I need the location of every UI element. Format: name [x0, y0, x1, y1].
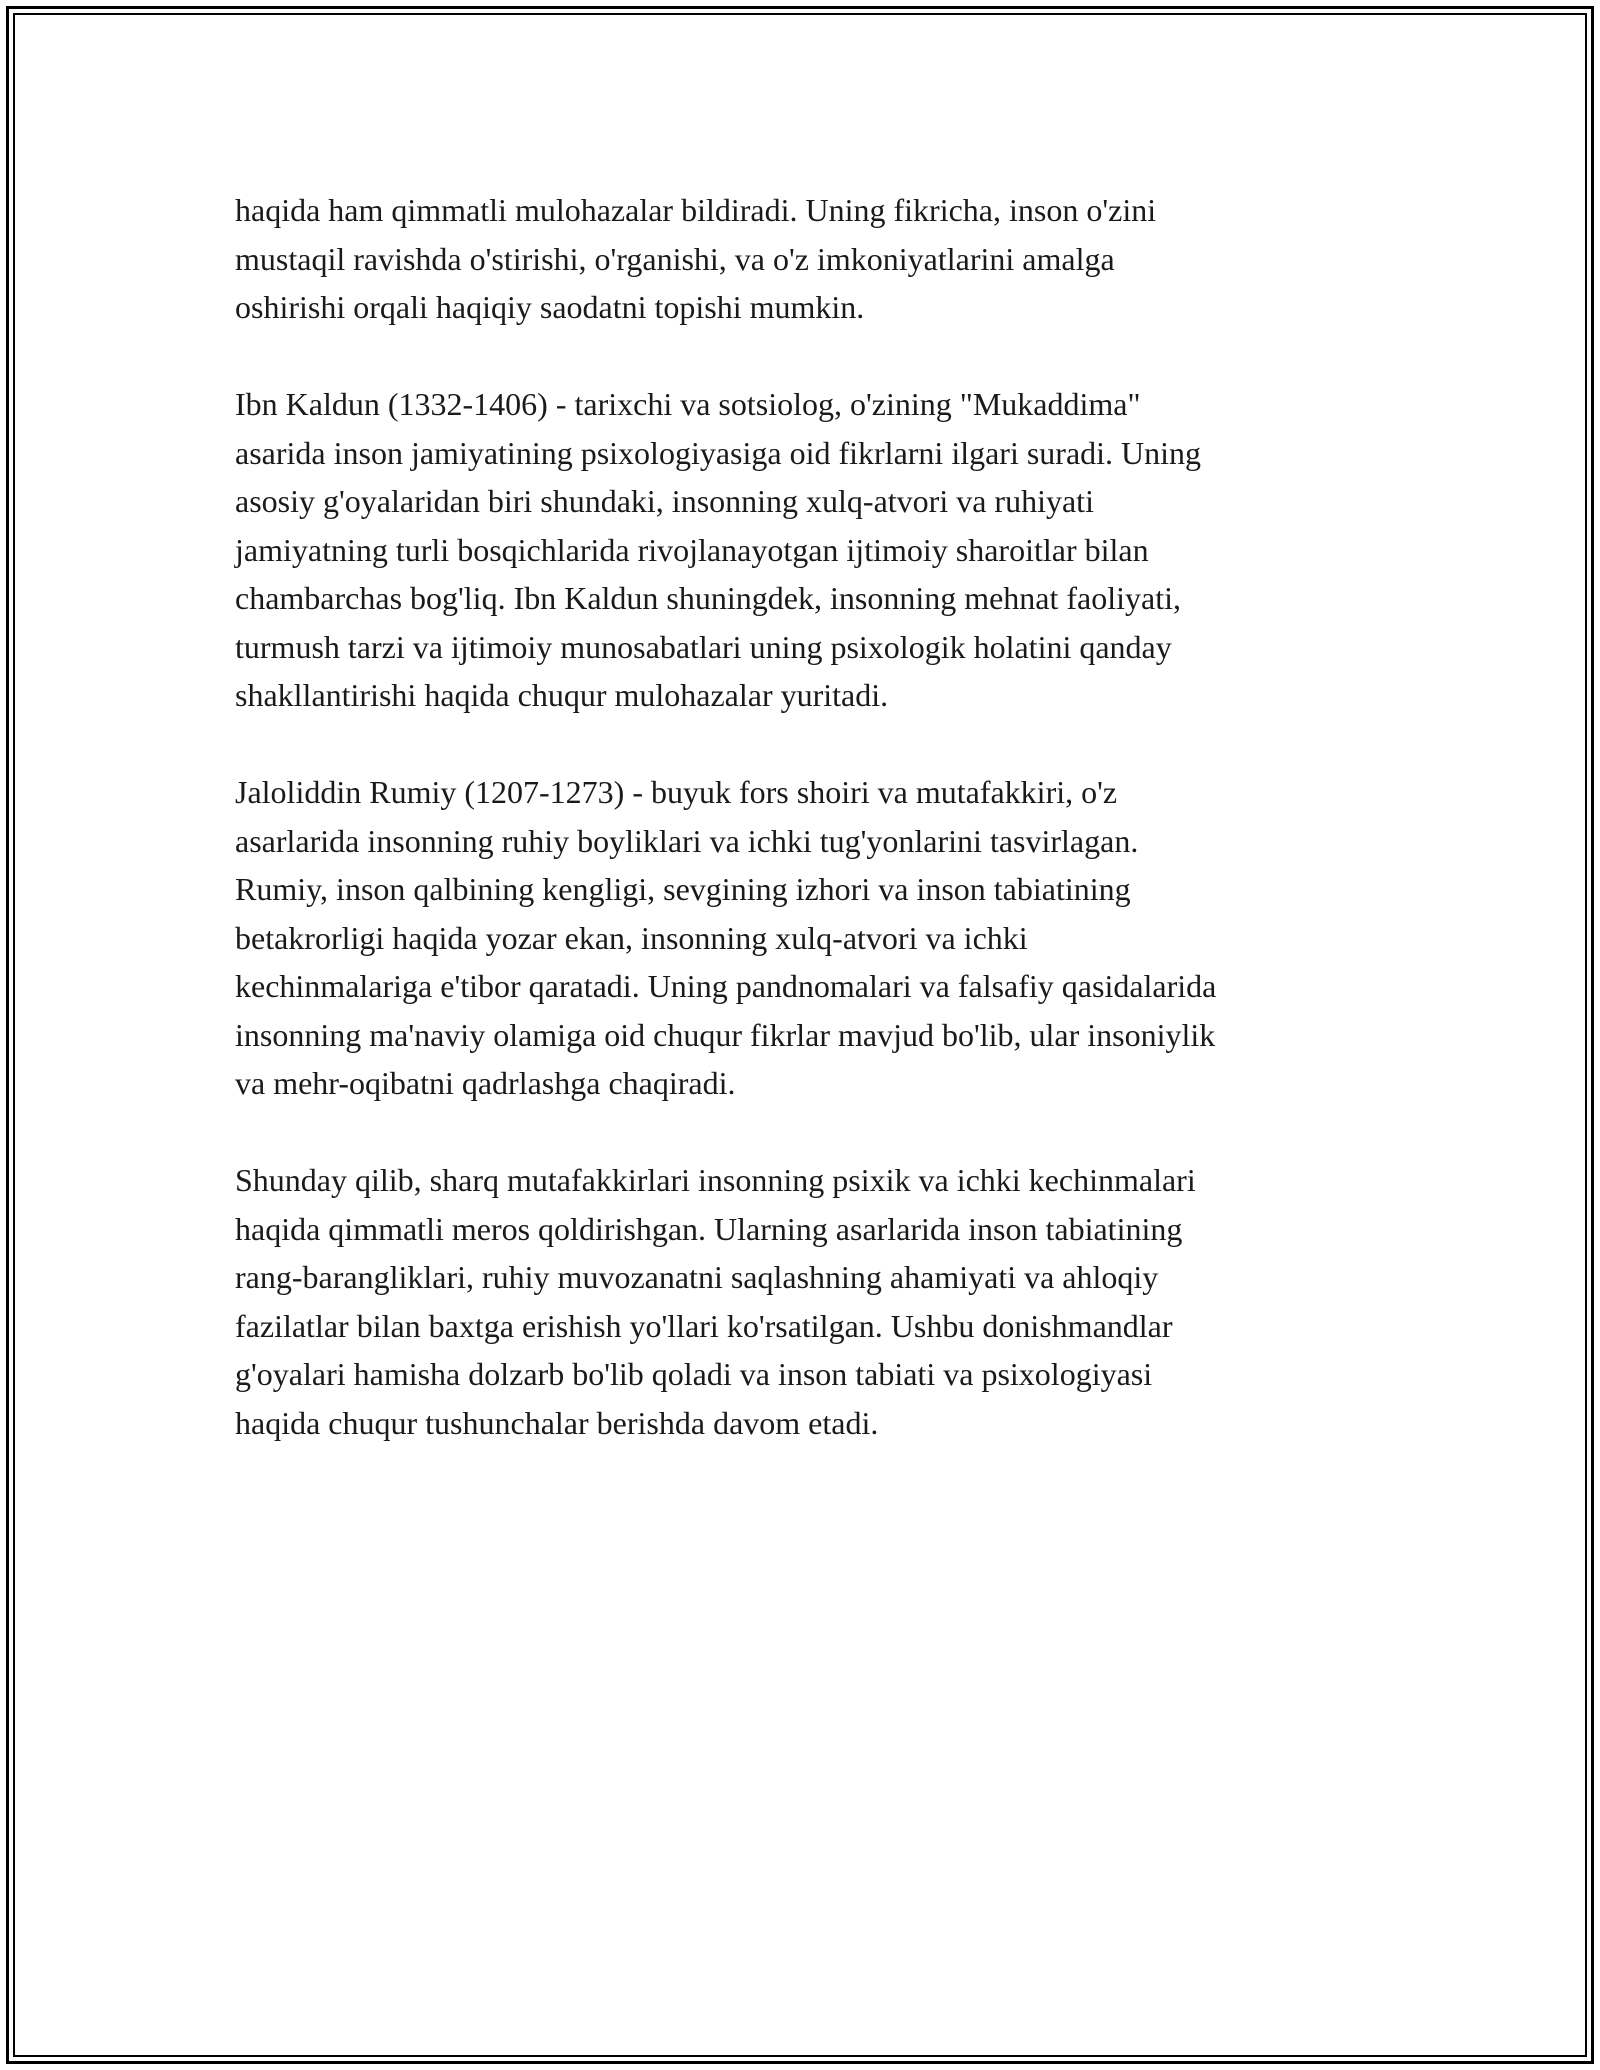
text-line: Ibn Kaldun (1332-1406) - tarixchi va sotsiolog, o'zining "Mukaddima" [235, 386, 1141, 422]
document-body [235, 186, 1375, 1496]
text-line: asosiy g'oyalaridan biri shundaki, insonning xulq-atvori va ruhiyati [235, 483, 1094, 519]
paragraph-3 [235, 768, 1375, 1108]
text-line: haqida chuqur tushunchalar berishda davom etadi. [235, 1404, 879, 1441]
text-line: betakrorligi haqida yozar ekan, insonning xulq-atvori va ichki [235, 919, 1028, 956]
text-line: chambarchas bog'liq. Ibn Kaldun shuningdek, insonning mehnat faoliyati, [235, 580, 1182, 616]
text-line: asarlarida insonning ruhiy boyliklari va ichki tug'yonlarini tasvirlagan. [235, 822, 1139, 859]
text-line: haqida qimmatli meros qoldirishgan. Ularning asarlarida inson tabiatining [235, 1210, 1183, 1247]
text-line: haqida ham qimmatli mulohazalar bildiradi. Uning fikricha, inson o'zini [235, 192, 1157, 228]
text-line: oshirishi orqali haqiqiy saodatni topishi mumkin. [235, 289, 865, 325]
text-line: shakllantirishi haqida chuqur mulohazalar yuritadi. [235, 677, 889, 713]
text-line: rang-barangliklari, ruhiy muvozanatni saqlashning ahamiyati va ahloqiy [235, 1259, 1159, 1295]
text-line: Rumiy, inson qalbining kengligi, sevgining izhori va inson tabiatining [235, 871, 1131, 907]
paragraph-4 [235, 1156, 1375, 1447]
text-line: kechinmalariga e'tibor qaratadi. Uning pandnomalari va falsafiy qasidalarida [235, 968, 1217, 1004]
paragraph-2 [235, 380, 1375, 720]
text-line: Jaloliddin Rumiy (1207-1273) - buyuk fors shoiri va mutafakkiri, o'z [235, 774, 1118, 810]
paragraph-1 [235, 186, 1375, 332]
text-line: jamiyatning turli bosqichlarida rivojlanayotgan ijtimoiy sharoitlar bilan [235, 531, 1149, 568]
text-line: fazilatlar bilan baxtga erishish yo'llari ko'rsatilgan. Ushbu donishmandlar [235, 1307, 1173, 1344]
text-line: mustaqil ravishda o'stirishi, o'rganishi, va o'z imkoniyatlarini amalga [235, 240, 1115, 277]
text-line: asarida inson jamiyatining psixologiyasiga oid fikrlarni ilgari suradi. Uning [235, 434, 1202, 471]
text-line: turmush tarzi va ijtimoiy munosabatlari uning psixologik holatini qanday [235, 628, 1172, 665]
text-line: Shunday qilib, sharq mutafakkirlari insonning psixik va ichki kechinmalari [235, 1162, 1196, 1198]
text-line: g'oyalari hamisha dolzarb bo'lib qoladi va inson tabiati va psixologiyasi [235, 1356, 1153, 1392]
text-line: insonning ma'naviy olamiga oid chuqur fikrlar mavjud bo'lib, ular insoniylik [235, 1016, 1216, 1053]
text-line: va mehr-oqibatni qadrlashga chaqiradi. [235, 1065, 736, 1101]
